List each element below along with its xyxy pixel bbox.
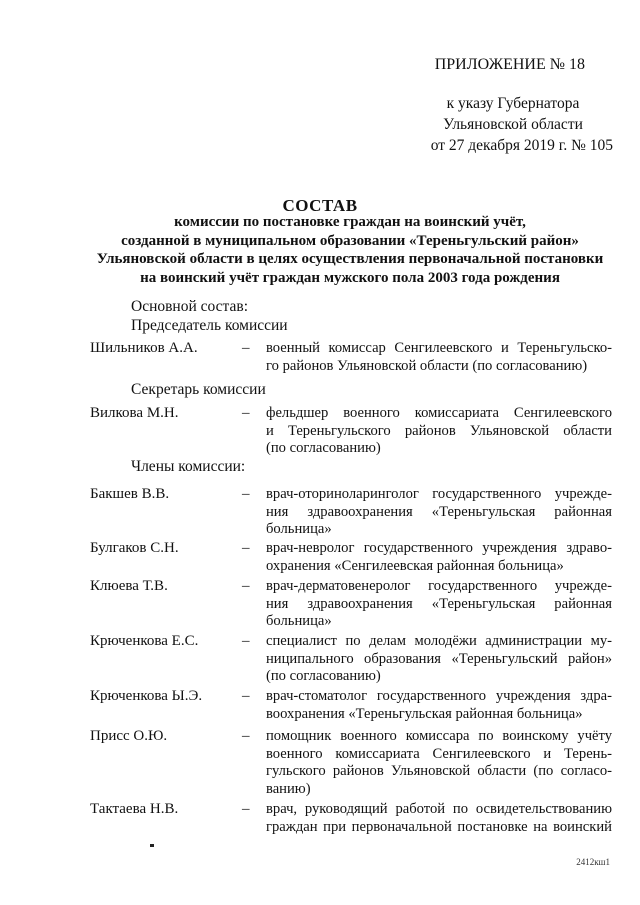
section-main: Основной состав: <box>131 298 249 315</box>
member-dash: – <box>242 540 250 556</box>
decree-line-1: к указу Губернатора <box>446 95 580 112</box>
member-role: помощник военного комиссара по воинскому учёту военного комиссариата Сенгилеевского и Терень- гульского районов Ульяновской области (по согласо- ванию) <box>266 728 612 797</box>
appendix-number: ПРИЛОЖЕНИЕ № 18 <box>434 56 585 73</box>
member-dash: – <box>242 405 250 421</box>
member-name: Вилкова М.Н. <box>90 405 179 421</box>
member-role: военный комиссар Сенгилеевского и Тереньгульско- го районов Ульяновской области (по согласованию) <box>266 340 612 374</box>
member-role: специалист по делам молодёжи администрации му- ниципального образования «Тереньгульский район» (по согласованию) <box>266 633 612 684</box>
member-dash: – <box>242 340 250 356</box>
member-role: врач, руководящий работой по освидетельствованию граждан при первоначальной постановке на воинский <box>266 801 612 835</box>
member-name: Клюева Т.В. <box>90 578 168 594</box>
member-dash: – <box>242 801 250 817</box>
member-role: врач-стоматолог государственного учреждения здра- воохранения «Тереньгульская районная больница» <box>266 688 612 722</box>
member-name: Присс О.Ю. <box>90 728 168 744</box>
decree-reference <box>413 93 613 156</box>
member-dash: – <box>242 633 250 649</box>
subtitle-line: Ульяновской области в целях осуществления первоначальной постановки <box>96 251 604 268</box>
member-dash: – <box>242 486 250 502</box>
subtitle-line: созданной в муниципальном образовании «Тереньгульский район» <box>121 232 579 249</box>
decree-line-2: Ульяновской области <box>443 116 583 133</box>
member-role: врач-невролог государственного учреждения здраво- охранения «Сенгилеевская районная больница» <box>266 540 612 574</box>
member-name: Тактаева Н.В. <box>90 801 179 817</box>
member-name: Булгаков С.Н. <box>90 540 179 556</box>
member-name: Шильников А.А. <box>90 340 198 356</box>
document-subtitle <box>70 213 630 287</box>
subtitle-line: комиссии по постановке граждан на воинский учёт, <box>174 214 526 230</box>
section-secretary: Секретарь комиссии <box>131 381 266 398</box>
decree-line-3: от 27 декабря 2019 г. № 105 <box>430 137 613 154</box>
member-role: врач-дерматовенеролог государственного учрежде- ния здравоохранения «Тереньгульская районная больница» <box>266 578 612 629</box>
footer-code: 2412кш1 <box>576 857 610 867</box>
member-name: Бакшев В.В. <box>90 486 170 502</box>
section-chairman: Председатель комиссии <box>131 317 288 334</box>
member-dash: – <box>242 578 250 594</box>
section-members: Члены комиссии: <box>131 458 246 475</box>
member-role: врач-оториноларинголог государственного учрежде- ния здравоохранения «Тереньгульская районная больница» <box>266 486 612 537</box>
member-dash: – <box>242 728 250 744</box>
document-title: СОСТАВ <box>282 196 358 215</box>
scan-speck <box>150 844 154 847</box>
member-dash: – <box>242 688 250 704</box>
member-name: Крюченкова Е.С. <box>90 633 199 649</box>
subtitle-line: на воинский учёт граждан мужского пола 2003 года рождения <box>140 269 560 286</box>
member-name: Крюченкова Ы.Э. <box>90 688 203 704</box>
member-role: фельдшер военного комиссариата Сенгилеевского и Тереньгульского районов Ульяновской области (по согласованию) <box>266 405 612 456</box>
